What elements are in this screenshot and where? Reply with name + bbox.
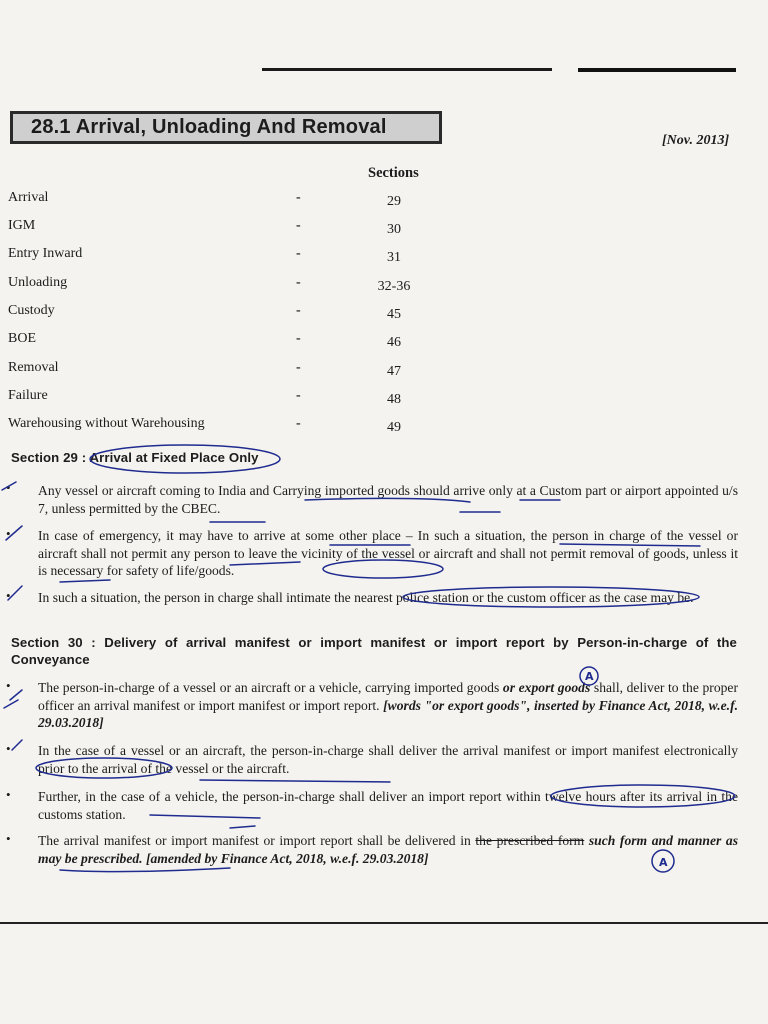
- margin-ticks: [2, 482, 22, 750]
- point-4-text: The arrival manifest or import manifest or import report shall be delivered in: [38, 833, 476, 848]
- bullet-icon: •: [6, 787, 11, 802]
- row-label: BOE: [8, 331, 36, 346]
- row-section-number: 47: [387, 364, 401, 379]
- row-label: Arrival: [8, 190, 49, 205]
- section-30-point-1: [38, 679, 738, 732]
- bottom-rule: [0, 922, 768, 924]
- row-label: Unloading: [8, 275, 68, 290]
- table-row: [8, 190, 428, 210]
- row-separator: -: [296, 360, 301, 375]
- point-1-italic: or export goods: [502, 680, 591, 695]
- row-section-number: 29: [387, 194, 401, 209]
- row-section-number: 45: [387, 307, 401, 322]
- row-section-number: 31: [387, 250, 401, 265]
- table-row: [8, 360, 428, 380]
- section-30-point-2: In the case of a vessel or an aircraft, the person-in-charge shall deliver the arrival manifest or import manifest electronically prior to the arrival of the vessel or the aircraft.: [38, 743, 738, 776]
- row-separator: -: [296, 218, 301, 233]
- top-rule-right: [578, 68, 736, 72]
- table-row: [8, 246, 428, 266]
- row-separator: -: [296, 275, 301, 290]
- section-30-heading: Section 30 : Delivery of arrival manifest or import manifest or import report by Person-in-charge of the Conveyance: [11, 635, 737, 667]
- row-section-number: 46: [387, 335, 401, 350]
- sections-column-heading: Sections: [368, 165, 419, 181]
- table-row: [8, 218, 428, 238]
- bullet-icon: •: [6, 526, 11, 541]
- exam-date-tag: [Nov. 2013]: [662, 133, 730, 148]
- bullet-icon: •: [6, 741, 11, 756]
- bullet-icon: •: [6, 678, 11, 693]
- point-4-italic: such form and manner as may be prescribed. [amended by Finance Act, 2018, w.e.f. 29.03.2018]: [38, 833, 738, 866]
- row-label: Entry Inward: [8, 246, 83, 261]
- section-30-point-3: Further, in the case of a vehicle, the person-in-charge shall deliver an import report within twelve hours after its arrival in the customs station.: [38, 789, 738, 822]
- row-section-number: 48: [387, 392, 401, 407]
- row-separator: -: [296, 331, 301, 346]
- point-1-text-continued: shall, deliver to the proper officer an arrival manifest or import manifest or import report.: [38, 680, 738, 713]
- top-rule-left: [262, 68, 552, 71]
- row-separator: -: [296, 303, 301, 318]
- row-label: IGM: [8, 218, 36, 233]
- section-29-point-3: In such a situation, the person in charge shall intimate the nearest police station or the custom officer as the case may be.: [38, 590, 694, 605]
- chapter-title: 28.1 Arrival, Unloading And Removal: [10, 111, 442, 144]
- row-label: Failure: [8, 388, 48, 403]
- row-label: Warehousing without Warehousing: [8, 416, 205, 431]
- bullet-icon: •: [6, 831, 11, 846]
- point-1-text: The person-in-charge of a vessel or an aircraft or a vehicle, carrying imported goods: [38, 680, 503, 695]
- point-1-amendment-note: [words "or export goods", inserted by Finance Act, 2018, w.e.f. 29.03.2018]: [38, 697, 738, 730]
- bullet-icon: •: [6, 588, 11, 603]
- row-separator: -: [296, 246, 301, 261]
- row-label: Custody: [8, 303, 55, 318]
- margin-mark-a: A: [585, 670, 594, 683]
- table-row: [8, 416, 428, 436]
- row-section-number: 32-36: [377, 279, 411, 294]
- margin-mark-a: A: [659, 856, 668, 869]
- section-29-heading: Section 29 : Arrival at Fixed Place Only: [11, 450, 259, 465]
- table-row: [8, 303, 428, 323]
- table-row: [8, 275, 428, 295]
- point-4-struck-text: the prescribed form: [475, 833, 585, 848]
- row-section-number: 30: [387, 222, 401, 237]
- section-30-point-4: [38, 832, 738, 867]
- row-separator: -: [296, 416, 301, 431]
- row-section-number: 49: [387, 420, 401, 435]
- row-separator: -: [296, 388, 301, 403]
- table-row: [8, 388, 428, 408]
- table-row: [8, 331, 428, 351]
- row-separator: -: [296, 190, 301, 205]
- section-29-point-2: In case of emergency, it may have to arrive at some other place – In such a situation, the person in charge of the vessel or aircraft shall not permit any person to leave the vicinity of the vessel or aircraft and shall not permit removal of goods, unless it is necessary for safety of life/goods.: [38, 528, 738, 578]
- row-label: Removal: [8, 360, 59, 375]
- bullet-icon: •: [6, 480, 11, 495]
- section-29-point-1: Any vessel or aircraft coming to India and Carrying imported goods should arrive only at a Custom part or airport appointed u/s 7, unless permitted by the CBEC.: [38, 483, 738, 516]
